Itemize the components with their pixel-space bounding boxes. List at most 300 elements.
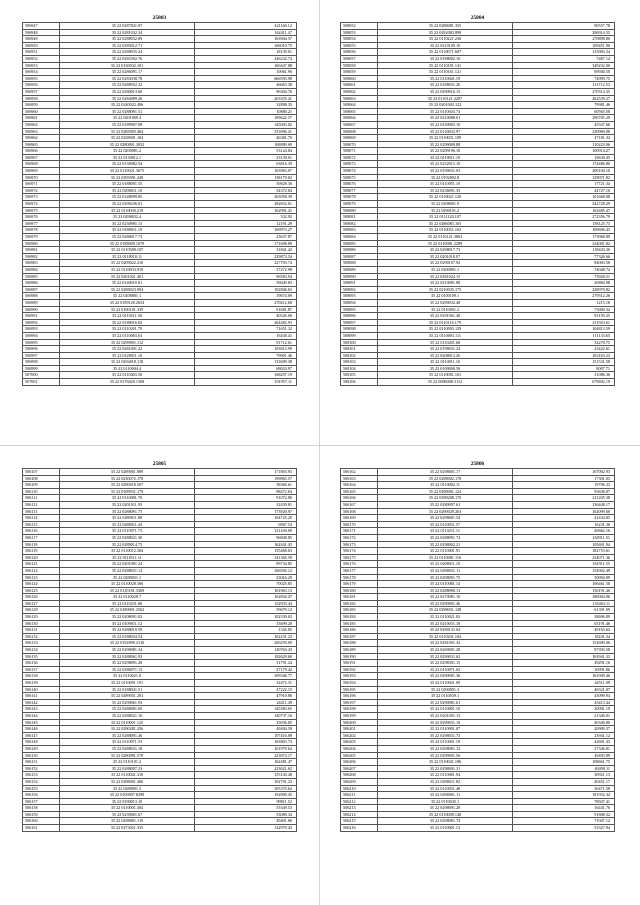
coordinate-cell: 35 22 0288007.23	[60, 765, 195, 772]
coordinate-cell: 35 22 0110201.68	[378, 339, 513, 346]
point-id-cell: 506951	[23, 49, 60, 56]
coordinate-cell: 35 22 0188009.1079	[60, 240, 195, 247]
table-row	[23, 778, 297, 785]
point-id-cell: 506181	[341, 594, 378, 601]
table-row	[23, 168, 297, 175]
table-row	[23, 135, 297, 142]
value-cell: 10991.86	[513, 666, 615, 673]
table-row	[341, 600, 615, 607]
point-id-cell: 506196	[341, 693, 378, 700]
value-cell: 270314.35	[513, 88, 615, 95]
point-id-cell: 506983	[23, 260, 60, 267]
table-row	[23, 121, 297, 128]
coordinate-cell: 35 22 0298091.75	[378, 574, 513, 581]
value-cell: 99734.85	[195, 561, 297, 568]
table-row	[341, 594, 615, 601]
coordinate-cell: 35 22 0110081.70	[60, 495, 195, 502]
value-cell: 17301.03	[513, 475, 615, 482]
table-row	[23, 49, 297, 56]
value-cell: 17721.34	[513, 181, 615, 188]
coordinate-cell: 35 22 0273021.335	[60, 825, 195, 832]
point-id-cell: 506177	[341, 567, 378, 574]
coordinate-cell: 35 22 0280091.3052	[60, 141, 195, 148]
value-cell: 163963.07	[195, 168, 297, 175]
coordinate-cell: 35 22 0110031.48	[378, 785, 513, 792]
coordinate-cell: 35 22 0110021.02	[378, 614, 513, 621]
point-id-cell: 508059	[341, 69, 378, 76]
table-row	[23, 515, 297, 522]
value-cell: 168889.69	[195, 141, 297, 148]
value-cell: 24411.49	[195, 699, 297, 706]
value-cell: 49291.16	[513, 660, 615, 667]
value-cell: 270898.80	[513, 36, 615, 43]
point-id-cell: 508089	[341, 266, 378, 273]
point-id-cell: 506970	[23, 174, 60, 181]
point-id-cell: 508088	[341, 260, 378, 267]
coordinate-cell: 35 22 0299001.56	[378, 752, 513, 759]
coordinate-cell: 35 22 0298091.28	[378, 805, 513, 812]
point-id-cell: 506989	[23, 299, 60, 306]
coordinate-cell: 35 22 0201018.07	[378, 253, 513, 260]
table-row	[23, 666, 297, 673]
coordinate-cell: 35 22 0298301.15	[378, 660, 513, 667]
coordinate-cell: 35 22 0298031.148	[378, 607, 513, 614]
coordinate-cell: 35 22 0110012.304	[60, 548, 195, 555]
point-id-cell: 506170	[341, 521, 378, 528]
point-id-cell: 506190	[341, 653, 378, 660]
point-id-cell: 506179	[341, 581, 378, 588]
value-cell: 20091.19	[513, 706, 615, 713]
value-cell: 32472.31	[195, 680, 297, 687]
point-id-cell: 508061	[341, 82, 378, 89]
value-cell: 91072.80	[195, 495, 297, 502]
value-cell: 122970.43	[195, 825, 297, 832]
coordinate-cell: 35 22 0110081.161	[378, 372, 513, 379]
point-id-cell: 506131	[23, 627, 60, 634]
table-row	[341, 482, 615, 489]
table-row	[23, 673, 297, 680]
coordinate-cell: 35 22 0288081.69	[60, 706, 195, 713]
table-row	[23, 680, 297, 687]
table-block-3	[22, 460, 297, 832]
table-row	[23, 501, 297, 508]
point-id-cell: 506140	[23, 686, 60, 693]
value-cell: 169973.27	[195, 227, 297, 234]
coordinate-cell: 35 22 0208011.10	[378, 561, 513, 568]
coordinate-cell: 35 22 0288021.16	[60, 712, 195, 719]
point-id-cell: 508102	[341, 352, 378, 359]
table-row	[23, 75, 297, 82]
coordinate-cell: 35 22 0299009.88	[378, 141, 513, 148]
table-row	[23, 379, 297, 386]
table-row	[23, 220, 297, 227]
point-id-cell: 506216	[341, 825, 378, 832]
coordinate-cell: 35 22 0110031.109	[378, 135, 513, 142]
value-cell: 44727.10	[513, 187, 615, 194]
table-row	[23, 253, 297, 260]
point-id-cell: 506133	[23, 640, 60, 647]
coordinate-cell: 35 22 0298081.54	[378, 515, 513, 522]
point-id-cell: 506959	[23, 102, 60, 109]
point-id-cell: 506165	[341, 488, 378, 495]
point-id-cell: 508064	[341, 102, 378, 109]
coordinate-cell: 35 22 0110101.2	[60, 759, 195, 766]
value-cell: 151531.58	[513, 359, 615, 366]
table-row	[23, 108, 297, 115]
coordinate-cell: 35 22 0290281.256	[60, 726, 195, 733]
coordinate-cell: 35 22 0290081.34	[60, 647, 195, 654]
table-row	[23, 772, 297, 779]
table-row	[23, 306, 297, 313]
point-id-cell: 506115	[23, 521, 60, 528]
coordinate-cell: 35 22 0281024.15	[378, 273, 513, 280]
table-row	[23, 726, 297, 733]
point-id-cell: 506146	[23, 726, 60, 733]
value-cell: 199865.57	[195, 475, 297, 482]
table-row	[341, 273, 615, 280]
coordinate-cell: 35 22 0298002.21	[378, 541, 513, 548]
table-row	[341, 293, 615, 300]
value-cell: 1215.18	[513, 299, 615, 306]
value-cell: 118443.36	[513, 247, 615, 254]
point-id-cell: 506128	[23, 607, 60, 614]
coordinate-cell: 35 22 0189907.08	[60, 121, 195, 128]
coordinate-cell: 35 22 0110001.125	[60, 719, 195, 726]
value-cell: 63191.46	[513, 620, 615, 627]
point-id-cell: 506200	[341, 719, 378, 726]
coordinate-cell: 35 22 0290016.15	[378, 88, 513, 95]
table-row	[23, 227, 297, 234]
table-row	[341, 660, 615, 667]
table-row	[23, 88, 297, 95]
coordinate-cell: 35 22 0292083.898	[378, 29, 513, 36]
point-id-cell: 506164	[341, 482, 378, 489]
table-row	[23, 95, 297, 102]
value-cell: 161963.13	[195, 587, 297, 594]
table-row	[23, 699, 297, 706]
coordinate-cell: 35 22 0298001.9	[378, 201, 513, 208]
point-id-cell: 508070	[341, 141, 378, 148]
coordinate-cell: 35 22 0110121.3863	[378, 234, 513, 241]
point-id-cell: 508085	[341, 240, 378, 247]
value-cell: 31841.42	[195, 247, 297, 254]
coordinate-cell: 35 22 0190101.339	[60, 306, 195, 313]
coordinate-cell: 35 22 0140010.81	[60, 280, 195, 287]
value-cell: 182629.60	[195, 653, 297, 660]
coordinate-cell: 35 22 0110211.50	[60, 313, 195, 320]
coordinate-cell: 35 22 0289001.889	[60, 469, 195, 476]
table-row	[23, 508, 297, 515]
value-cell: 49494.39	[195, 726, 297, 733]
value-cell: 41434.85	[513, 515, 615, 522]
point-id-cell: 506109	[23, 482, 60, 489]
table-row	[341, 798, 615, 805]
table-row	[23, 469, 297, 476]
value-cell: 99811.52	[195, 798, 297, 805]
table-row	[341, 280, 615, 287]
coordinate-cell: 35 22 0110011.19	[378, 154, 513, 161]
table-row	[23, 286, 297, 293]
value-cell: 200259.09	[195, 640, 297, 647]
coordinate-cell: 35 22 0286091.17	[60, 69, 195, 76]
point-id-cell: 506185	[341, 620, 378, 627]
value-cell: 49401.86	[195, 818, 297, 825]
coordinate-cell: 35 22 0209196.10	[378, 148, 513, 155]
table-row	[23, 581, 297, 588]
point-id-cell: 506202	[341, 732, 378, 739]
table-row	[341, 745, 615, 752]
point-id-cell: 508062	[341, 88, 378, 95]
coordinate-cell: 35 22 0290001.124	[378, 488, 513, 495]
coordinate-cell: 35 22 0288952.22	[60, 82, 195, 89]
table-row	[23, 719, 297, 726]
value-cell: 23941.12	[513, 732, 615, 739]
value-cell: 101668.08	[513, 194, 615, 201]
table-row	[23, 42, 297, 49]
table-row	[23, 805, 297, 812]
coordinate-cell: 35 22 0201081.24	[60, 561, 195, 568]
value-cell: 23016.29	[195, 574, 297, 581]
value-cell: 104813.59	[513, 326, 615, 333]
value-cell: 19796.33	[513, 482, 615, 489]
value-cell: 227703.74	[195, 260, 297, 267]
point-id-cell: 506199	[341, 712, 378, 719]
coordinate-cell: 35 22 0230072.178	[60, 475, 195, 482]
value-cell: 63816.39	[195, 161, 297, 168]
table-row	[341, 23, 615, 30]
value-cell: 32898.35	[195, 102, 297, 109]
coordinate-cell: 35 22 0288032.89	[60, 36, 195, 43]
block-title: 25804	[470, 15, 485, 21]
point-id-cell: 508099	[341, 332, 378, 339]
value-cell: 105691.94	[513, 541, 615, 548]
table-row	[341, 75, 615, 82]
value-cell: 211923.61	[513, 319, 615, 326]
table-row	[23, 620, 297, 627]
point-id-cell: 506993	[23, 326, 60, 333]
table-row	[341, 234, 615, 241]
coordinate-table	[22, 22, 297, 386]
point-id-cell: 508053	[341, 29, 378, 36]
table-row	[23, 359, 297, 366]
value-cell: 163803.74	[195, 739, 297, 746]
point-id-cell: 506166	[341, 495, 378, 502]
point-id-cell: 506169	[341, 515, 378, 522]
point-id-cell: 506180	[341, 587, 378, 594]
coordinate-cell: 35 22 0110001.304	[60, 805, 195, 812]
point-id-cell: 508052	[341, 23, 378, 30]
value-cell: 53124.84	[195, 148, 297, 155]
point-id-cell: 508057	[341, 55, 378, 62]
table-row	[23, 36, 297, 43]
value-cell: 16231.36	[513, 521, 615, 528]
table-row	[341, 699, 615, 706]
coordinate-cell: 35 22 0280013.60	[60, 88, 195, 95]
value-cell: 31791.24	[195, 660, 297, 667]
table-row	[341, 825, 615, 832]
table-row	[341, 319, 615, 326]
coordinate-cell: 35 22 0130082.54	[60, 161, 195, 168]
value-cell: 91681.87	[195, 306, 297, 313]
point-id-cell: 508100	[341, 339, 378, 346]
table-row	[23, 240, 297, 247]
value-cell: 53327.94	[513, 825, 615, 832]
page-divider-horizontal	[0, 445, 640, 446]
table-row	[23, 352, 297, 359]
table-row	[341, 680, 615, 687]
table-row	[341, 346, 615, 353]
table-row	[341, 42, 615, 49]
point-id-cell: 508076	[341, 181, 378, 188]
point-id-cell: 506204	[341, 745, 378, 752]
point-id-cell: 506147	[23, 732, 60, 739]
value-cell: 163904.57	[195, 36, 297, 43]
value-cell: 45099.94	[513, 693, 615, 700]
point-id-cell: 506189	[341, 647, 378, 654]
coordinate-cell: 35 22 0290101.2	[378, 207, 513, 214]
coordinate-cell: 35 22 0298208.170	[378, 495, 513, 502]
table-row	[341, 181, 615, 188]
value-cell: 20884.98	[513, 280, 615, 287]
point-id-cell: 508056	[341, 49, 378, 56]
value-cell: 161911.55	[513, 561, 615, 568]
table-row	[341, 220, 615, 227]
table-row	[341, 508, 615, 515]
value-cell: 246232.74	[195, 55, 297, 62]
point-id-cell: 506948	[23, 29, 60, 36]
point-id-cell: 508086	[341, 247, 378, 254]
table-row	[23, 365, 297, 372]
value-cell: 192890.45	[195, 792, 297, 799]
value-cell: 40526.06	[195, 313, 297, 320]
coordinate-cell: 35 22 0110091.191	[60, 680, 195, 687]
value-cell: 93159.25	[513, 313, 615, 320]
point-id-cell: 506118	[23, 541, 60, 548]
value-cell: 97393.58	[513, 647, 615, 654]
coordinate-cell: 35 22 0110041.19	[378, 75, 513, 82]
point-id-cell: 506213	[341, 805, 378, 812]
value-cell: 106461.50	[513, 581, 615, 588]
table-row	[23, 607, 297, 614]
table-row	[341, 194, 615, 201]
point-id-cell: 506949	[23, 36, 60, 43]
table-row	[23, 161, 297, 168]
value-cell: 39828.36	[195, 181, 297, 188]
coordinate-cell: 35 22 0110081.14	[378, 581, 513, 588]
coordinate-cell: 35 22 0110002.11	[378, 482, 513, 489]
coordinate-cell: 35 22 0290032.48	[378, 299, 513, 306]
table-row	[23, 319, 297, 326]
table-row	[23, 234, 297, 241]
coordinate-cell: 35 22 0210088.01	[378, 115, 513, 122]
value-cell: 296914.55	[513, 29, 615, 36]
coordinate-cell: 35 22 0110033.919	[60, 266, 195, 273]
point-id-cell: 506954	[23, 69, 60, 76]
value-cell: 164725.29	[195, 515, 297, 522]
point-id-cell: 506984	[23, 266, 60, 273]
table-row	[341, 286, 615, 293]
point-id-cell: 508083	[341, 227, 378, 234]
point-id-cell: 506121	[23, 561, 60, 568]
value-cell: 40662.16	[513, 528, 615, 535]
coordinate-cell: 35 22 0290091.578	[60, 752, 195, 759]
coordinate-cell: 35 22 0289011.88	[60, 515, 195, 522]
value-cell: 103813.99	[195, 346, 297, 353]
coordinate-cell: 35 22 0238001.104	[60, 135, 195, 142]
block-title: 25803	[152, 15, 167, 21]
coordinate-cell: 35 22 0288035.24	[60, 49, 195, 56]
coordinate-cell: 35 22 0188091.55	[60, 181, 195, 188]
coordinate-cell: 35 22 0290013.10	[60, 798, 195, 805]
table-row	[341, 115, 615, 122]
table-row	[23, 686, 297, 693]
value-cell: 61391.09	[513, 607, 615, 614]
value-cell: 46663.38	[195, 82, 297, 89]
table-row	[23, 732, 297, 739]
point-id-cell: 506141	[23, 693, 60, 700]
value-cell: 56049.83	[195, 280, 297, 287]
coordinate-cell: 35 22 0200091.1	[378, 266, 513, 273]
table-row	[341, 108, 615, 115]
point-id-cell: 506108	[23, 475, 60, 482]
coordinate-cell: 35 22 0110051.10	[378, 181, 513, 188]
value-cell: 60565.58	[513, 108, 615, 115]
point-id-cell: 506979	[23, 234, 60, 241]
coordinate-cell: 35 22 0110001.10	[378, 706, 513, 713]
table-row	[341, 214, 615, 221]
coordinate-cell: 35 22 0110051.163	[378, 227, 513, 234]
table-row	[341, 352, 615, 359]
coordinate-cell: 35 22 0110091.07	[378, 726, 513, 733]
table-row	[341, 785, 615, 792]
value-cell: 421160.12	[195, 23, 297, 30]
point-id-cell: 508065	[341, 108, 378, 115]
coordinate-cell: 35 22 0109031.179	[60, 488, 195, 495]
coordinate-cell: 35 22 0208013.26	[378, 352, 513, 359]
table-row	[23, 154, 297, 161]
point-id-cell: 506992	[23, 319, 60, 326]
table-row	[341, 581, 615, 588]
coordinate-cell: 35 22 0298091.28	[60, 660, 195, 667]
point-id-cell: 506966	[23, 148, 60, 155]
value-cell: 79981.46	[513, 102, 615, 109]
point-id-cell: 508098	[341, 326, 378, 333]
table-row	[341, 55, 615, 62]
coordinate-cell: 35 22 0148099.85	[60, 194, 195, 201]
coordinate-cell: 35 22 0201001.13	[378, 712, 513, 719]
value-cell: 71651.32	[195, 326, 297, 333]
table-row	[23, 194, 297, 201]
value-cell: 46381.70	[195, 135, 297, 142]
table-row	[341, 299, 615, 306]
coordinate-cell: 35 22 0210100.10	[378, 42, 513, 49]
coordinate-cell: 35 22 0288091.74	[378, 534, 513, 541]
point-id-cell: 506138	[23, 673, 60, 680]
value-cell: 33080.34	[195, 811, 297, 818]
point-id-cell: 506999	[23, 365, 60, 372]
table-row	[23, 488, 297, 495]
value-cell: 45547.66	[513, 121, 615, 128]
table-row	[23, 561, 297, 568]
coordinate-cell: 35 22 0110071.687	[378, 49, 513, 56]
coordinate-cell: 35 22 0290107.92	[378, 260, 513, 267]
value-cell: 16438.41	[195, 332, 297, 339]
point-id-cell: 508073	[341, 161, 378, 168]
table-row	[341, 528, 615, 535]
table-row	[23, 614, 297, 621]
table-row	[341, 379, 615, 386]
value-cell: 12191.29	[195, 220, 297, 227]
